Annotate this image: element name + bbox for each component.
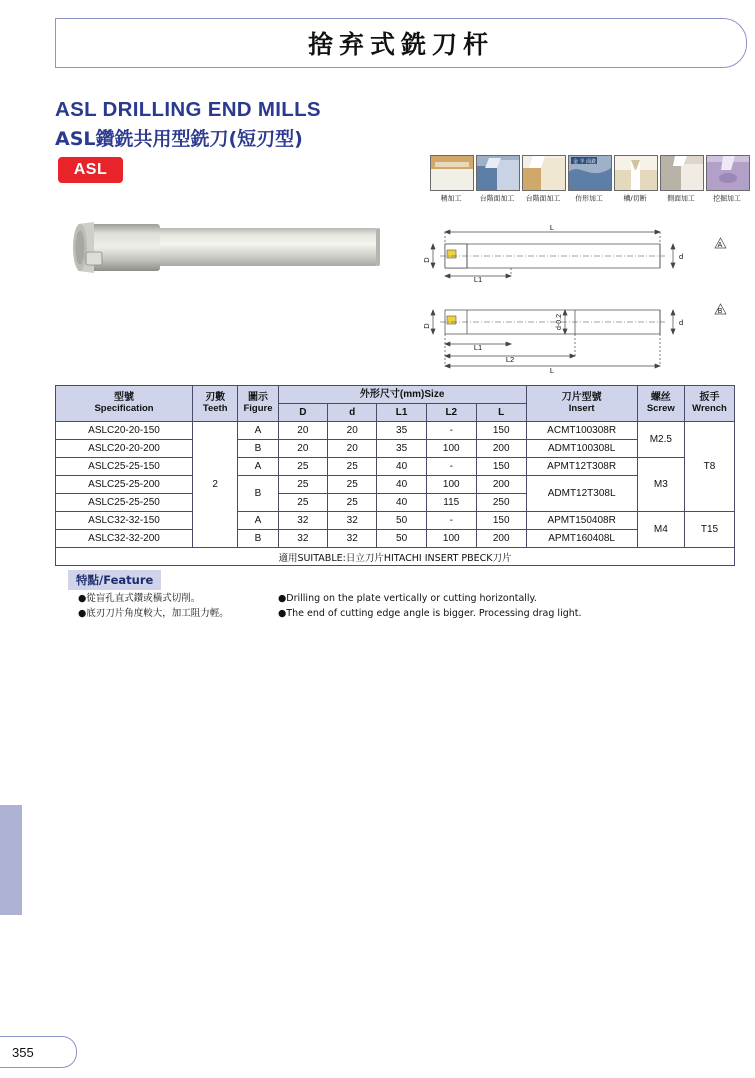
cell-L1: 40 <box>377 494 426 512</box>
cell-L: 150 <box>476 512 526 530</box>
cell-spec: ASLC20-20-150 <box>56 422 193 440</box>
cell-L2: 115 <box>426 494 476 512</box>
cell-L: 200 <box>476 440 526 458</box>
series-badge: ASL <box>58 157 123 183</box>
cell-L1: 40 <box>377 458 426 476</box>
cell-L2: - <box>426 458 476 476</box>
cell-insert: ADMT12T308L <box>526 476 637 512</box>
cell-screw: M2.5 <box>637 422 684 458</box>
figure-a-tag: A <box>717 242 723 249</box>
cell-L1: 50 <box>377 512 426 530</box>
cell-wrench: T15 <box>685 512 735 548</box>
process-item-shoulder-face <box>522 155 564 204</box>
cell-L1: 35 <box>377 422 426 440</box>
process-label: 精加工 <box>440 193 462 203</box>
feature-item: ●Drilling on the plate vertically or cutting horizontally. <box>278 593 537 604</box>
svg-text:d: d <box>679 318 684 327</box>
technical-drawing-figure-a <box>415 222 745 290</box>
header-L2: L2 <box>426 404 476 422</box>
cell-L: 250 <box>476 494 526 512</box>
svg-text:L1: L1 <box>473 275 483 284</box>
feature-list-english <box>278 592 708 621</box>
shoulder-face-icon <box>522 155 566 191</box>
cell-figure: B <box>238 476 278 512</box>
header-insert: 刀片型號 Insert <box>526 386 637 422</box>
process-label: 側面加工 <box>667 193 695 203</box>
process-label: 台階面加工 <box>479 193 515 203</box>
svg-text:d-0.2: d-0.2 <box>556 314 563 330</box>
product-title-english: ASL DRILLING END MILLS <box>55 98 321 121</box>
side-milling-icon <box>660 155 704 191</box>
svg-text:L: L <box>549 366 555 374</box>
cell-spec: ASLC25-25-200 <box>56 476 193 494</box>
cell-D: 25 <box>278 458 327 476</box>
cell-spec: ASLC25-25-250 <box>56 494 193 512</box>
product-title-chinese: ASL鑽銑共用型銑刀(短刃型) <box>55 128 303 150</box>
section-color-tab <box>0 805 22 915</box>
svg-text:d: d <box>679 252 684 261</box>
cell-L2: 100 <box>426 476 476 494</box>
cell-spec: ASLC25-25-150 <box>56 458 193 476</box>
cell-spec: ASLC32-32-200 <box>56 530 193 548</box>
cell-figure: B <box>238 440 278 458</box>
cell-figure: A <box>238 458 278 476</box>
cell-figure: B <box>238 530 278 548</box>
cell-d: 32 <box>328 512 377 530</box>
header-size-group: 外形尺寸(mm)Size <box>278 386 526 404</box>
technical-drawing-figure-b <box>415 296 745 374</box>
cell-d: 25 <box>328 458 377 476</box>
cell-D: 20 <box>278 440 327 458</box>
header-d: d <box>328 404 377 422</box>
page-number: 355 <box>12 1044 34 1060</box>
header-D: D <box>278 404 327 422</box>
cell-figure: A <box>238 512 278 530</box>
process-label: 槽/切断 <box>623 193 647 203</box>
cell-L: 150 <box>476 422 526 440</box>
cell-spec: ASLC20-20-200 <box>56 440 193 458</box>
header-wrench: 扳手 Wrench <box>685 386 735 422</box>
cell-insert: APMT160408L <box>526 530 637 548</box>
cell-screw: M3 <box>637 458 684 512</box>
page-title: 捨弃式銑刀杆 <box>307 30 494 59</box>
cell-D: 20 <box>278 422 327 440</box>
cell-L: 200 <box>476 476 526 494</box>
header-teeth: 刃數 Teeth <box>193 386 238 422</box>
process-item-grooving <box>614 155 656 204</box>
table-header-row-1 <box>56 386 735 404</box>
table-row <box>56 530 735 548</box>
cell-d: 25 <box>328 494 377 512</box>
feature-item: ●底刃刀片角度較大，加工阻力輕。 <box>78 607 229 619</box>
cell-wrench: T8 <box>685 422 735 512</box>
svg-text:D: D <box>422 257 431 263</box>
cell-L2: - <box>426 422 476 440</box>
cell-screw: M4 <box>637 512 684 548</box>
process-item-digging <box>706 155 748 204</box>
cell-d: 32 <box>328 530 377 548</box>
table-row <box>56 458 735 476</box>
cell-insert: ADMT100308L <box>526 440 637 458</box>
header-L1: L1 <box>377 404 426 422</box>
process-label: 挖掘加工 <box>713 193 741 203</box>
svg-text:L2: L2 <box>505 355 515 364</box>
cell-insert: ACMT100308R <box>526 422 637 440</box>
cell-L1: 50 <box>377 530 426 548</box>
feature-heading: 特點/Feature <box>68 570 161 590</box>
cell-insert: APMT150408R <box>526 512 637 530</box>
figure-b-tag: B <box>717 308 723 315</box>
profiling-icon <box>568 155 612 191</box>
header-L: L <box>476 404 526 422</box>
feature-item: ●The end of cutting edge angle is bigger. Processing drag light. <box>278 607 582 619</box>
specification-table <box>55 385 735 566</box>
process-icon-row <box>430 155 750 204</box>
table-row <box>56 440 735 458</box>
cell-figure: A <box>238 422 278 440</box>
cell-teeth: 2 <box>193 422 238 548</box>
process-item-side-milling <box>660 155 702 204</box>
page-header-banner <box>55 18 747 68</box>
grooving-parting-icon <box>614 155 658 191</box>
page-footer <box>0 1036 77 1068</box>
process-item-profiling <box>568 155 610 204</box>
table-note-row <box>56 548 735 566</box>
cell-L: 150 <box>476 458 526 476</box>
cell-L2: 100 <box>426 530 476 548</box>
process-item-finishing <box>430 155 472 204</box>
cell-L1: 40 <box>377 476 426 494</box>
cell-L2: 100 <box>426 440 476 458</box>
header-specification: 型號 Specification <box>56 386 193 422</box>
digging-icon <box>706 155 750 191</box>
cell-D: 32 <box>278 512 327 530</box>
svg-text:L: L <box>549 223 555 232</box>
svg-text:L1: L1 <box>473 343 483 352</box>
header-figure: 圖示 Figure <box>238 386 278 422</box>
cell-d: 20 <box>328 422 377 440</box>
cell-insert: APMT12T308R <box>526 458 637 476</box>
suitable-insert-note: 適用SUITABLE:日立刀片HITACHI INSERT PBECK刀片 <box>56 548 735 566</box>
cell-D: 25 <box>278 476 327 494</box>
table-row <box>56 422 735 440</box>
feature-list-chinese <box>78 592 278 621</box>
table-row <box>56 512 735 530</box>
process-label: 仿形加工 <box>575 193 603 203</box>
cell-L: 200 <box>476 530 526 548</box>
svg-text:D: D <box>422 323 431 329</box>
cell-d: 20 <box>328 440 377 458</box>
cell-L2: - <box>426 512 476 530</box>
svg-text:金 半 面銑: 金 半 面銑 <box>573 159 597 165</box>
cell-spec: ASLC32-32-150 <box>56 512 193 530</box>
process-label: 台階面加工 <box>525 193 561 203</box>
cell-d: 25 <box>328 476 377 494</box>
header-screw: 螺丝 Screw <box>637 386 684 422</box>
process-item-shoulder-milling <box>476 155 518 204</box>
cell-L1: 35 <box>377 440 426 458</box>
cell-D: 25 <box>278 494 327 512</box>
tool-photograph <box>60 200 390 320</box>
feature-item: ●從盲孔直式鑽或橫式切削。 <box>78 593 201 604</box>
shoulder-milling-icon <box>476 155 520 191</box>
table-row <box>56 476 735 494</box>
finishing-icon <box>430 155 474 191</box>
cell-D: 32 <box>278 530 327 548</box>
